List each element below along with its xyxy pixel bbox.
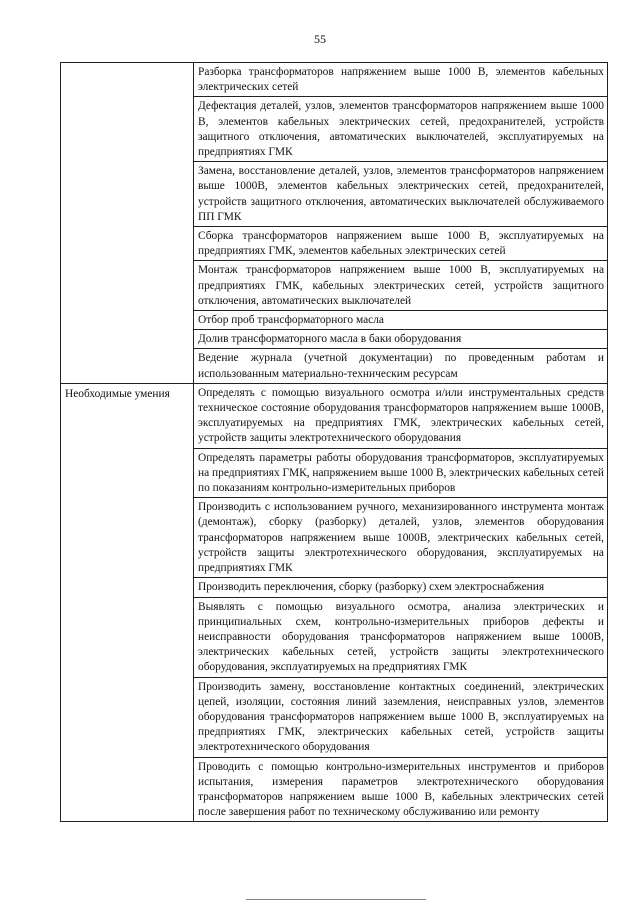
table-row	[61, 63, 608, 97]
item-cell	[194, 63, 608, 97]
item-text: Проводить с помощью контрольно-измерительных инструментов и приборов испытания, измерения параметров электротехнического оборудования трансформаторов напряжением выше 1000 В, кабельных электрических сетей после завершения работ по техническому обслуживанию или ремонту	[198, 760, 604, 819]
item-cell	[194, 227, 608, 261]
item-cell	[194, 330, 608, 349]
table-row	[61, 383, 608, 448]
item-cell	[194, 261, 608, 311]
item-text: Выявлять с помощью визуального осмотра, анализа электрических и принципиальных схем, контрольно-измерительных приборов дефекты и неисправности оборудования трансформаторов напряжением выше 1000В, электрических кабельных сетей, устройств защиты электротехнического оборудования, эксплуатируемых на предприятиях ГМК	[198, 600, 604, 674]
item-cell	[194, 578, 608, 597]
page-bottom-rule	[246, 899, 426, 900]
item-text: Производить переключения, сборку (разборку) схем электроснабжения	[198, 581, 545, 594]
item-text: Монтаж трансформаторов напряжением выше 1000 В, эксплуатируемых на предприятиях ГМК, кабельных электрических сетей, устройств защитного отключения, автоматических выключателей	[198, 264, 604, 307]
row-label-cell	[61, 63, 194, 384]
row-label-cell	[61, 383, 194, 821]
item-cell	[194, 597, 608, 677]
item-cell	[194, 311, 608, 330]
item-text: Производить с использованием ручного, механизированного инструмента монтаж (демонтаж), сборку (разборку) деталей, узлов, элементов оборудования трансформаторов напряжением выше 1000В, электрических кабельных сетей, устройств защиты электротехнического оборудования, эксплуатируемых на предприятиях ГМК	[198, 501, 604, 575]
item-text: Долив трансформаторного масла в баки оборудования	[198, 333, 462, 346]
item-text: Определять с помощью визуального осмотра и/или инструментальных средств техническое состояние оборудования трансформаторов напряжением выше 1000В, эксплуатируемых на предприятиях ГМК, электрических кабельных сетей, устройств защиты электротехнического оборудования	[198, 386, 604, 445]
item-cell	[194, 677, 608, 757]
row-label	[65, 65, 190, 66]
page-number: 55	[314, 32, 326, 46]
item-cell	[194, 383, 608, 448]
requirements-table	[60, 62, 608, 822]
item-cell	[194, 757, 608, 822]
row-label: Необходимые умения	[65, 387, 170, 400]
item-text: Производить замену, восстановление контактных соединений, электрических цепей, изоляции, состояния линий заземления, неисправных узлов, элементов оборудования трансформаторов напряжением выше 1000 В, эксплуатируемых на предприятиях ГМК, электрических кабельных сетей, устройств защиты электротехнического оборудования	[198, 680, 604, 754]
item-text: Определять параметры работы оборудования трансформаторов, эксплуатируемых на предприятиях ГМК, напряжением выше 1000 В, электрических кабельных сетей по показаниям контрольно-измерительных приборов	[198, 451, 604, 495]
item-text: Разборка трансформаторов напряжением выше 1000 В, элементов кабельных электрических сетей	[198, 66, 604, 94]
table-body	[61, 63, 608, 822]
item-text: Ведение журнала (учетной документации) по проведенным работам и использованным материально-техническим ресурсам	[198, 352, 604, 380]
item-cell	[194, 498, 608, 578]
item-text: Замена, восстановление деталей, узлов, элементов трансформаторов напряжением выше 1000В, элементов кабельных электрических сетей, предохранителей, устройств защитного отключения, автоматических выключателей обслуживаемого ПП ГМК	[198, 165, 604, 223]
item-cell	[194, 349, 608, 383]
item-text: Отбор проб трансформаторного масла	[198, 314, 384, 327]
item-cell	[194, 448, 608, 498]
item-text: Сборка трансформаторов напряжением выше 1000 В, эксплуатируемых на предприятиях ГМК, элементов кабельных электрических сетей	[198, 230, 604, 258]
item-cell	[194, 97, 608, 162]
item-text: Дефектация деталей, узлов, элементов трансформаторов напряжением выше 1000 В, элементов кабельных электрических сетей, предохранителей, устройств защитного отключения, автоматических выключателей, эксплуатируемых на предприятиях ГМК	[198, 100, 604, 159]
item-cell	[194, 162, 608, 227]
